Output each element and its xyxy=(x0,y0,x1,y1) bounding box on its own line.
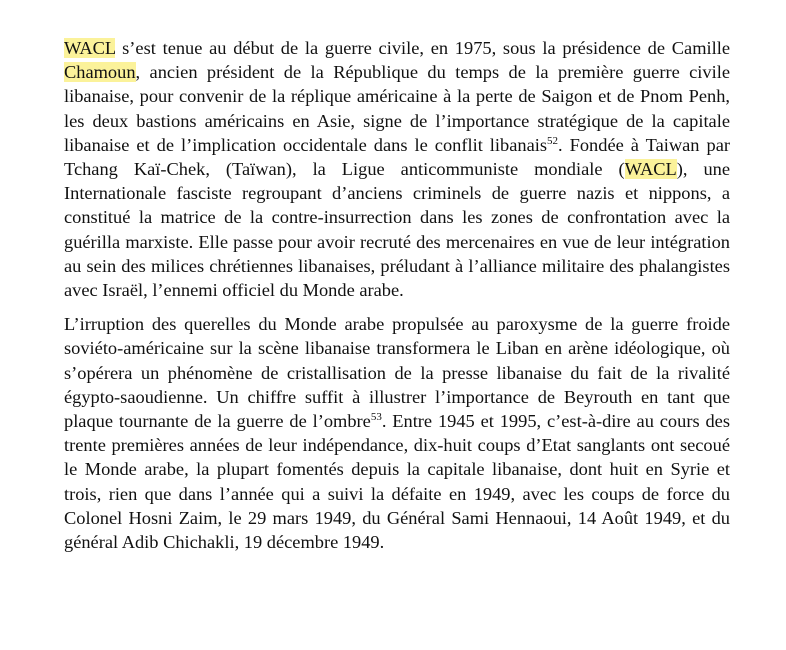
paragraph-1 xyxy=(64,36,730,302)
paragraph-text: . Fondée à Taiwan par Tchang Kaï-Chek, (Taïwan), la Ligue anticommuniste mondiale ( xyxy=(64,134,730,180)
highlight-chamoun: Chamoun xyxy=(64,62,136,83)
footnote-marker: 52 xyxy=(547,134,559,147)
paragraph-text: s’est tenue au début de la guerre civile, en 1975, sous la présidence de Camille xyxy=(115,38,730,58)
document-page xyxy=(64,36,730,554)
footnote-marker: 53 xyxy=(370,410,382,423)
paragraph-2 xyxy=(64,312,730,554)
paragraph-text: , ancien président de la République du temps de la première guerre civile libanaise, pour convenir de la réplique américaine à la perte de Saigon et de Pnom Penh, les deux bastions américains en Asie, signe de l’importance stratégique de la capitale libanaise et de l’implication occidentale dans le conflit libanais xyxy=(64,62,730,155)
paragraph-text: ), une Internationale fasciste regroupant d’anciens criminels de guerre nazis et nippons, a constitué la matrice de la contre-insurrection dans les zones de confrontation avec la guérilla marxiste. Elle passe pour avoir recruté des mercenaires en vue de leur intégration au sein des milices chrétiennes libanaises, préludant à l’alliance militaire des phalangistes avec Israël, l’ennemi officiel du Monde arabe. xyxy=(64,159,731,301)
paragraph-text: L’irruption des querelles du Monde arabe propulsée au paroxysme de la guerre froide soviéto-américaine sur la scène libanaise transformera le Liban en arène idéologique, où s’opérera un phénomène de cristallisation de la presse libanaise du fait de la rivalité égypto-saoudienne. Un chiffre suffit à illustrer l’importance de Beyrouth en tant que plaque tournante de la guerre de l’ombre xyxy=(64,314,730,432)
highlight-wacl: WACL xyxy=(64,38,116,58)
paragraph-text: . Entre 1945 et 1995, c’est-à-dire au cours des trente premières années de leur indépendance, dix-huit coups d’Etat sanglants ont secoué le Monde arabe, la plupart fomentés depuis la capitale libanaise, dont huit en Syrie et trois, rien que dans l’année qui a suivi la défaite en 1949, avec les coups de force du Colonel Hosni Zaim, le 29 mars 1949, du Général Sami Hennaoui, 14 Août 1949, et du général Adib Chichakli, 19 décembre 1949. xyxy=(64,411,730,553)
highlight-wacl: WACL xyxy=(624,159,677,180)
